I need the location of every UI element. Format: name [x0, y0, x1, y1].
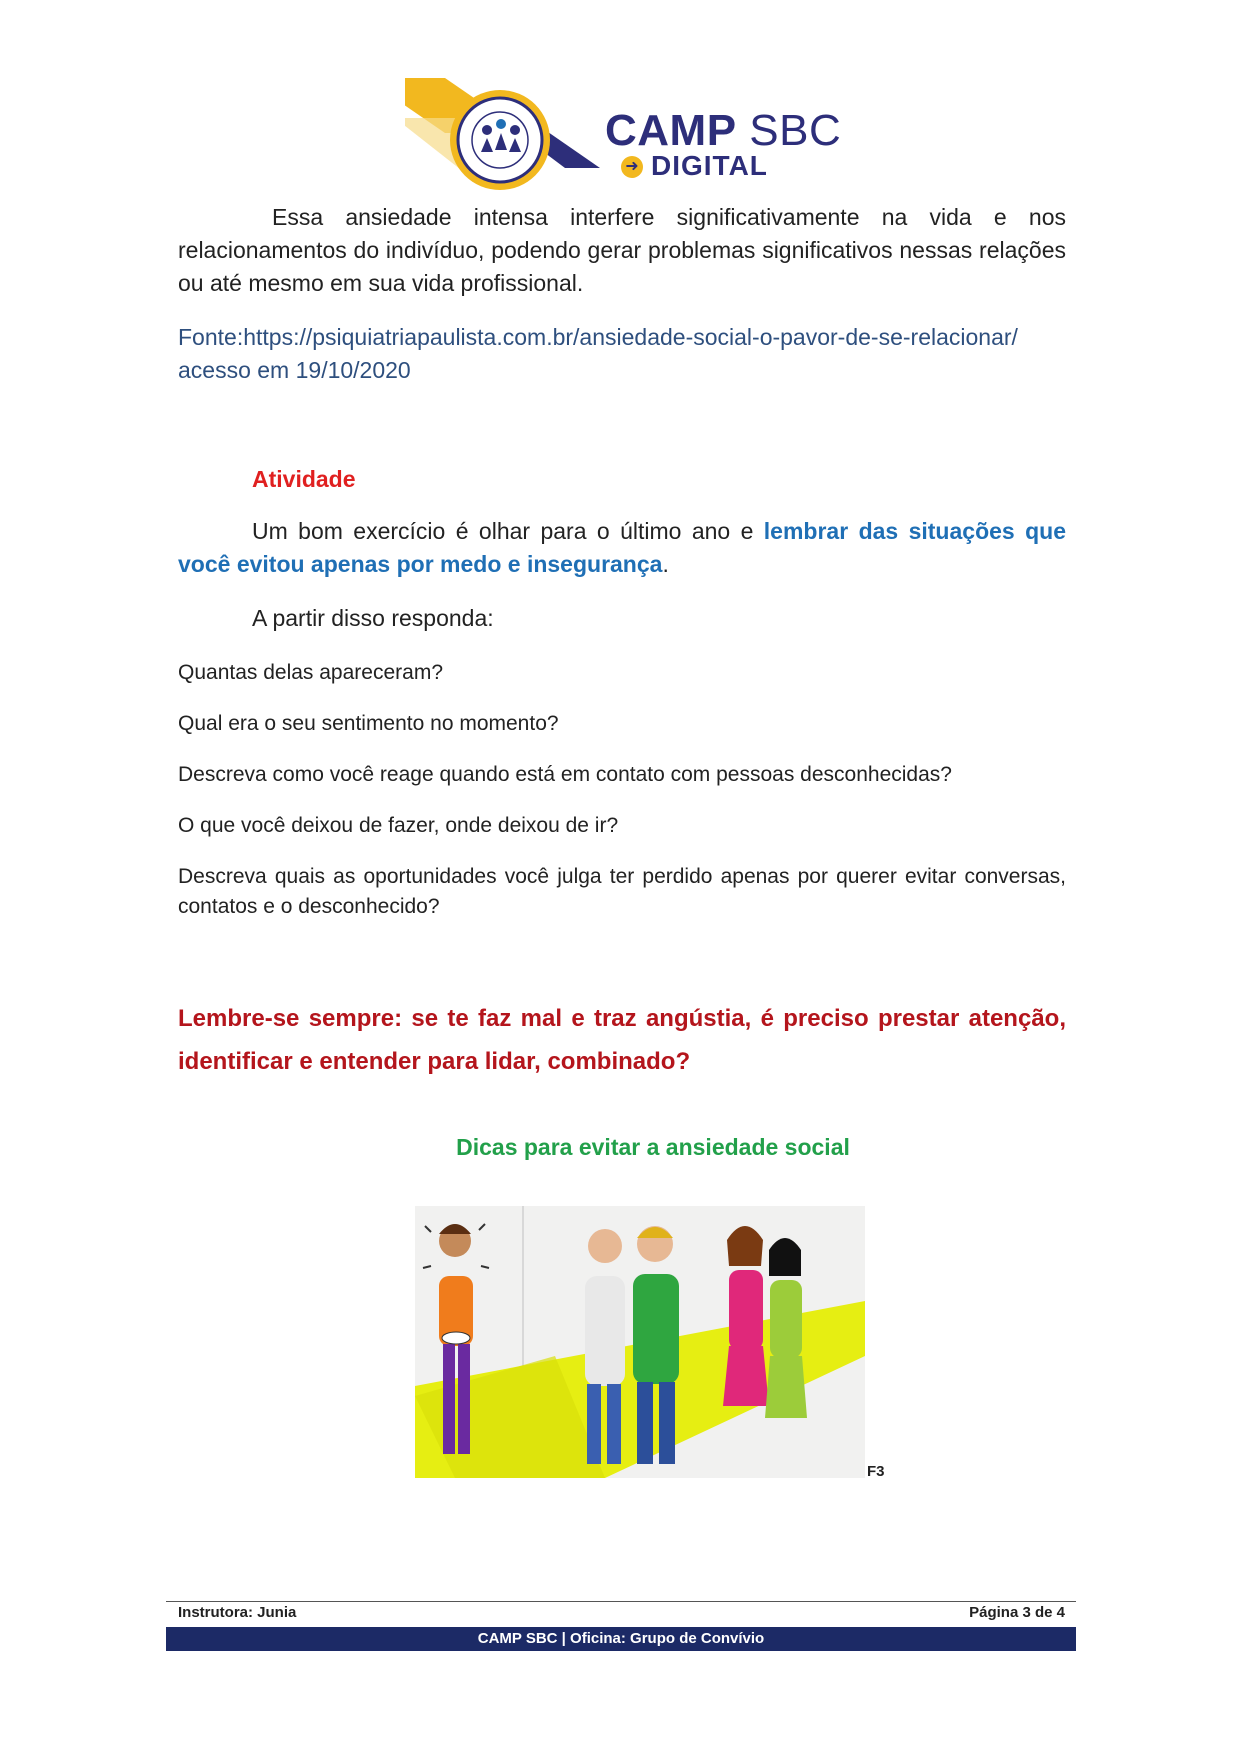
figure-label: F3 — [867, 1463, 885, 1480]
exercise-text-suffix: . — [662, 551, 669, 577]
question-item: Descreva como você reage quando está em contato com pessoas desconhecidas? — [178, 763, 952, 786]
camp-sbc-logo — [405, 78, 845, 198]
question-item: Quantas delas apareceram? — [178, 661, 443, 684]
question-item: Qual era o seu sentimento no momento? — [178, 712, 559, 735]
footer-page-number: Página 3 de 4 — [969, 1604, 1065, 1621]
footer-instructor: Instrutora: Junia — [178, 1604, 297, 1621]
logo-figure-3 — [510, 125, 520, 135]
exercise-text-prefix: Um bom exercício é olhar para o último ano e — [252, 518, 764, 544]
footer-divider — [166, 1601, 1076, 1602]
reminder-text: Lembre-se sempre: se te faz mal e traz angústia, é preciso prestar atenção, identificar e entender para lidar, combinado? — [178, 1005, 1066, 1075]
prompt-text: A partir disso responda: — [252, 605, 494, 631]
exercise-paragraph — [178, 515, 1066, 581]
social-anxiety-illustration — [415, 1206, 865, 1478]
logo-brand-text: CAMP SBC — [605, 106, 842, 155]
tips-title: Dicas para evitar a ansiedade social — [456, 1134, 850, 1160]
arrow-circle-icon: ➜ — [621, 156, 643, 178]
logo-digital-text: DIGITAL — [651, 150, 768, 181]
source-citation: Fonte:https://psiquiatriapaulista.com.br/ansiedade-social-o-pavor-de-se-relacionar/ acesso em 19/10/2020 — [178, 324, 1018, 383]
logo-figure-1 — [482, 125, 492, 135]
exercise-highlight: lembrar das situações que você evitou apenas por medo e insegurança — [178, 518, 1066, 577]
illustration-graphic — [415, 1206, 865, 1478]
footer-bar: CAMP SBC | Oficina: Grupo de Convívio — [166, 1627, 1076, 1651]
question-item: Descreva quais as oportunidades você julga ter perdido apenas por querer evitar conversas, contatos e o desconhecido? — [178, 865, 1066, 918]
intro-paragraph: Essa ansiedade intensa interfere significativamente na vida e nos relacionamentos do indivíduo, podendo gerar problemas significativos nessas relações ou até mesmo em sua vida profissional. — [178, 204, 1066, 296]
activity-heading: Atividade — [252, 466, 356, 492]
question-item: O que você deixou de fazer, onde deixou de ir? — [178, 814, 619, 837]
logo-figure-2 — [496, 119, 506, 129]
